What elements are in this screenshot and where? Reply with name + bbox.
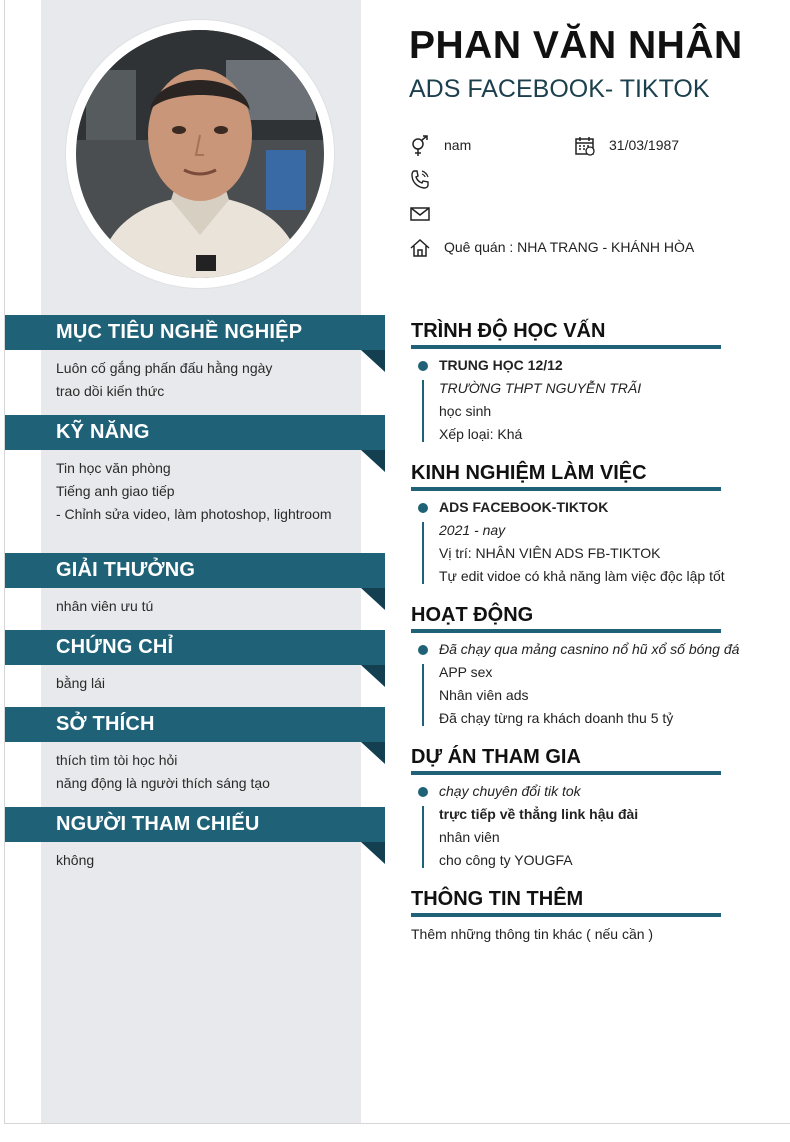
timeline-line [422, 380, 424, 442]
gender-row [444, 137, 471, 153]
experience-entry [411, 496, 783, 588]
ribbon-fold [361, 665, 385, 687]
section-line: bằng lái [56, 675, 106, 691]
education-entry [411, 354, 783, 446]
entry-subheading: trực tiếp về thẳng link hậu đài [439, 806, 639, 822]
section-line: Luôn cố gắng phấn đấu hằng ngày [56, 360, 273, 376]
section-certificates [5, 630, 385, 695]
entry-subheading: 2021 - nay [439, 522, 506, 538]
ribbon-fold [361, 742, 385, 764]
hometown-row [444, 239, 694, 255]
section-references [5, 807, 385, 872]
section-activities [411, 601, 783, 730]
section-title: THÔNG TIN THÊM [411, 888, 584, 910]
section-rule [411, 629, 721, 633]
section-title: MỤC TIÊU NGHỀ NGHIỆP [5, 315, 385, 350]
section-line: nhân viên ưu tú [56, 598, 154, 614]
section-line: - Chỉnh sửa video, làm photoshop, lightroom [56, 506, 332, 522]
avatar [76, 30, 324, 278]
gender-icon [409, 135, 431, 157]
section-rule [411, 345, 721, 349]
entry-heading: Đã chạy qua mảng casnino nổ hũ xổ số bóng đá [439, 641, 740, 657]
section-title: TRÌNH ĐỘ HỌC VẤN [411, 320, 606, 342]
section-experience [411, 459, 783, 588]
bullet-dot [418, 503, 428, 513]
avatar-photo [76, 30, 324, 278]
section-rule [411, 771, 721, 775]
mail-icon [409, 203, 431, 225]
bullet-dot [418, 787, 428, 797]
entry-line: Vị trí: NHÂN VIÊN ADS FB-TIKTOK [439, 545, 661, 561]
section-hobbies [5, 707, 385, 795]
calendar-icon [574, 135, 596, 157]
entry-line: Nhân viên ads [439, 687, 529, 703]
section-line: năng động là người thích sáng tạo [56, 775, 270, 791]
timeline-line [422, 664, 424, 726]
ribbon-fold [361, 588, 385, 610]
section-title: DỰ ÁN THAM GIA [411, 746, 581, 768]
section-career-goal [5, 315, 385, 403]
entry-line: Xếp loại: Khá [439, 426, 523, 442]
section-awards [5, 553, 385, 618]
ribbon-fold [361, 842, 385, 864]
bullet-dot [418, 361, 428, 371]
entry-line: APP sex [439, 664, 493, 680]
entry-line: cho công ty YOUGFA [439, 852, 573, 868]
section-skills [5, 415, 385, 526]
job-title: ADS FACEBOOK- TIKTOK [409, 75, 710, 103]
section-education [411, 317, 783, 446]
home-icon [409, 237, 431, 259]
project-entry [411, 780, 783, 872]
section-title: CHỨNG CHỈ [5, 630, 385, 665]
entry-line: nhân viên [439, 829, 500, 845]
activity-entry [411, 638, 783, 730]
entry-line: Tự edit vidoe có khả năng làm việc độc lập tốt [439, 568, 725, 584]
section-title: KỸ NĂNG [5, 415, 385, 450]
section-line: trao dồi kiến thức [56, 383, 165, 399]
section-title: NGƯỜI THAM CHIẾU [5, 807, 385, 842]
section-projects [411, 743, 783, 872]
ribbon-fold [361, 450, 385, 472]
birthday-row [609, 137, 679, 153]
section-line: thích tìm tòi học hỏi [56, 752, 178, 768]
section-line: Tin học văn phòng [56, 460, 171, 476]
hometown-value: Quê quán : NHA TRANG - KHÁNH HÒA [444, 239, 695, 255]
entry-subheading: TRƯỜNG THPT NGUYỄN TRÃI [439, 380, 642, 396]
entry-line: học sinh [439, 403, 492, 419]
section-title: SỞ THÍCH [5, 707, 385, 742]
phone-icon [409, 169, 431, 191]
entry-heading: ADS FACEBOOK-TIKTOK [439, 499, 609, 515]
timeline-line [422, 806, 424, 868]
cv-page [4, 0, 790, 1124]
gender-value: nam [444, 137, 472, 153]
entry-heading: chạy chuyên đổi tik tok [439, 783, 581, 799]
section-title: KINH NGHIỆM LÀM VIỆC [411, 462, 647, 484]
section-line: Tiếng anh giao tiếp [56, 483, 175, 499]
extra-text: Thêm những thông tin khác ( nếu cần ) [411, 926, 654, 942]
section-rule [411, 913, 721, 917]
section-title: HOẠT ĐỘNG [411, 604, 534, 626]
ribbon-fold [361, 350, 385, 372]
avatar-frame [66, 20, 334, 288]
section-title: GIẢI THƯỞNG [5, 553, 385, 588]
section-rule [411, 487, 721, 491]
section-line: không [56, 852, 95, 868]
entry-line: Đã chạy từng ra khách doanh thu 5 tỷ [439, 710, 674, 726]
timeline-line [422, 522, 424, 584]
birthday-value: 31/03/1987 [609, 137, 680, 153]
entry-heading: TRUNG HỌC 12/12 [439, 357, 563, 373]
section-extra [411, 885, 783, 946]
candidate-name: PHAN VĂN NHÂN [409, 24, 743, 67]
bullet-dot [418, 645, 428, 655]
